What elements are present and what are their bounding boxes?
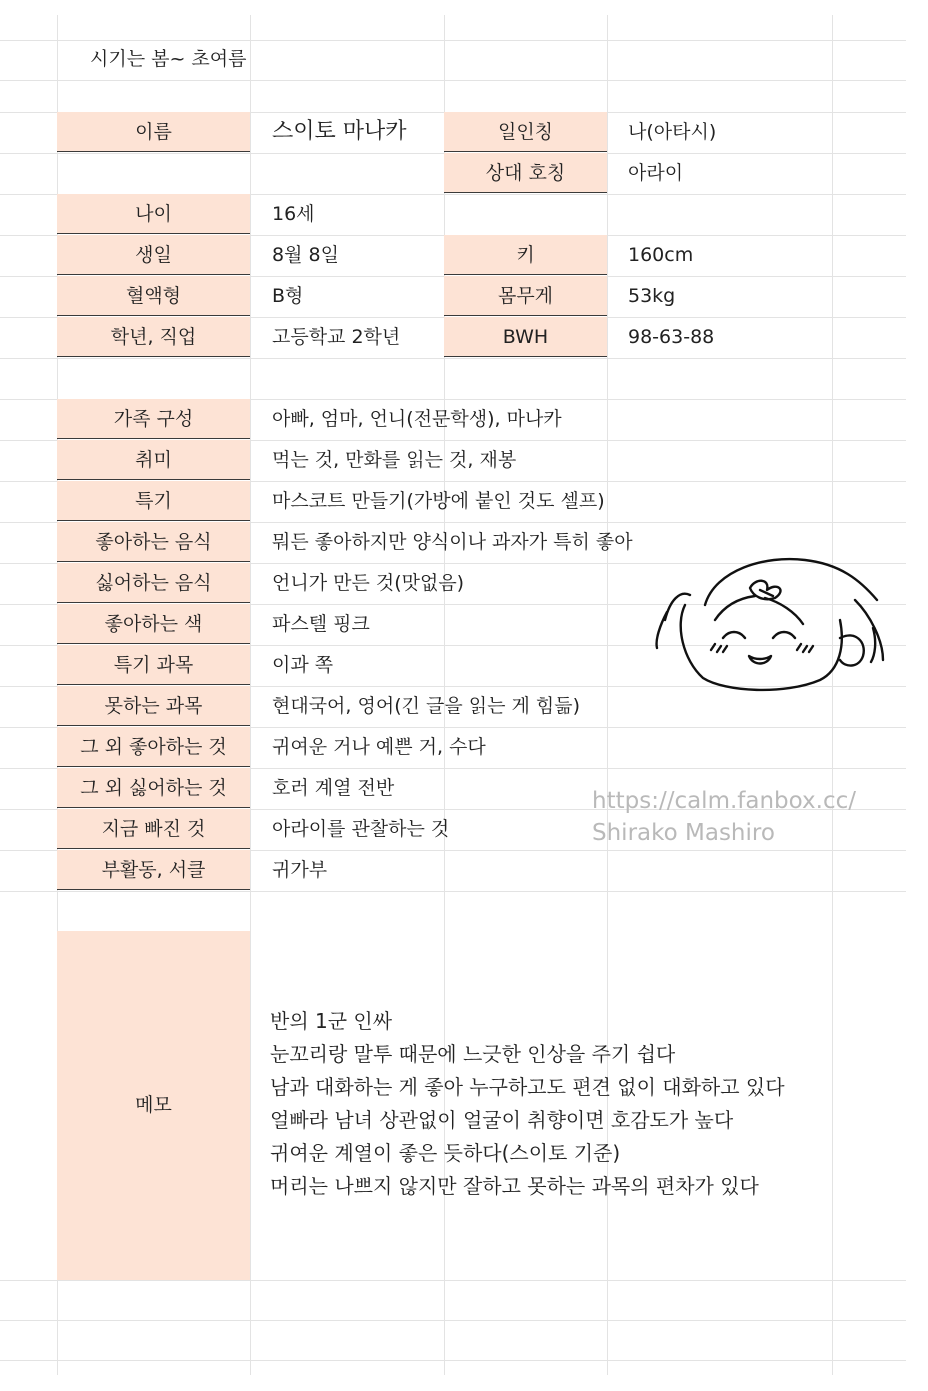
value-best-subject: 이과 쪽	[272, 654, 334, 676]
grid-row-line	[0, 40, 906, 41]
value-age: 16세	[272, 203, 315, 225]
value-other-likes: 귀여운 거나 예쁜 거, 수다	[272, 736, 486, 758]
watermark-author: Shirako Mashiro	[592, 820, 775, 846]
label-height: 키	[444, 235, 607, 275]
grid-row-line	[0, 1320, 906, 1321]
season-note: 시기는 봄~ 초여름	[90, 48, 247, 70]
label-hobby: 취미	[57, 440, 250, 480]
value-birthday: 8월 8일	[272, 244, 339, 266]
memo-line: 반의 1군 인싸	[270, 1009, 393, 1033]
value-weight: 53kg	[628, 285, 676, 307]
value-blood-type: B형	[272, 285, 304, 307]
watermark-url: https://calm.fanbox.cc/	[592, 788, 856, 814]
chibi-face-doodle	[645, 550, 890, 695]
grid-row-line	[0, 1280, 906, 1281]
label-blood-type: 혈액형	[57, 276, 250, 316]
memo-line: 남과 대화하는 게 좋아 누구하고도 편견 없이 대화하고 있다	[270, 1075, 785, 1099]
grid-col-line	[832, 15, 833, 1375]
label-grade: 학년, 직업	[57, 317, 250, 357]
label-addressing: 상대 호칭	[444, 153, 607, 193]
memo-line: 얼빠라 남녀 상관없이 얼굴이 취향이면 호감도가 높다	[270, 1108, 734, 1132]
label-birthday: 생일	[57, 235, 250, 275]
grid-row-line	[0, 358, 906, 359]
value-disliked-food: 언니가 만든 것(맛없음)	[272, 572, 465, 594]
grid-row-line	[0, 891, 906, 892]
grid-row-line	[0, 80, 906, 81]
value-grade: 고등학교 2학년	[272, 326, 401, 348]
value-family: 아빠, 엄마, 언니(전문학생), 마나카	[272, 408, 562, 430]
value-favorite-food: 뭐든 좋아하지만 양식이나 과자가 특히 좋아	[272, 531, 633, 553]
memo-line: 머리는 나쁘지 않지만 잘하고 못하는 과목의 편차가 있다	[270, 1174, 759, 1198]
memo-body	[270, 1005, 785, 1203]
value-worst-subject: 현대국어, 영어(긴 글을 읽는 게 힘듦)	[272, 695, 581, 717]
value-skill: 마스코트 만들기(가방에 붙인 것도 셀프)	[272, 490, 605, 512]
memo-line: 귀여운 계열이 좋은 듯하다(스이토 기준)	[270, 1141, 621, 1165]
label-other-likes: 그 외 좋아하는 것	[57, 727, 250, 767]
label-current-obsession: 지금 빠진 것	[57, 809, 250, 849]
label-other-dislikes: 그 외 싫어하는 것	[57, 768, 250, 808]
label-age: 나이	[57, 194, 250, 234]
label-favorite-food: 좋아하는 음식	[57, 522, 250, 562]
memo-label: 메모	[57, 931, 250, 1280]
value-height: 160cm	[628, 244, 694, 266]
label-club: 부활동, 서클	[57, 850, 250, 890]
grid-row-line	[0, 1360, 906, 1361]
label-first-person: 일인칭	[444, 112, 607, 152]
value-other-dislikes: 호러 계열 전반	[272, 777, 395, 799]
label-favorite-color: 좋아하는 색	[57, 604, 250, 644]
value-bwh: 98-63-88	[628, 326, 715, 348]
grid-col-line	[250, 15, 251, 1375]
label-worst-subject: 못하는 과목	[57, 686, 250, 726]
memo-line: 눈꼬리랑 말투 때문에 느긋한 인상을 주기 쉽다	[270, 1042, 676, 1066]
label-family: 가족 구성	[57, 399, 250, 439]
label-bwh: BWH	[444, 317, 607, 357]
label-best-subject: 특기 과목	[57, 645, 250, 685]
label-name: 이름	[57, 112, 250, 152]
label-skill: 특기	[57, 481, 250, 521]
value-name: 스이토 마나카	[272, 119, 407, 144]
label-disliked-food: 싫어하는 음식	[57, 563, 250, 603]
label-weight: 몸무게	[444, 276, 607, 316]
value-first-person: 나(아타시)	[628, 121, 717, 143]
value-current-obsession: 아라이를 관찰하는 것	[272, 818, 450, 840]
value-hobby: 먹는 것, 만화를 읽는 것, 재봉	[272, 449, 517, 471]
value-addressing: 아라이	[628, 162, 684, 184]
value-favorite-color: 파스텔 핑크	[272, 613, 370, 635]
value-club: 귀가부	[272, 859, 328, 881]
